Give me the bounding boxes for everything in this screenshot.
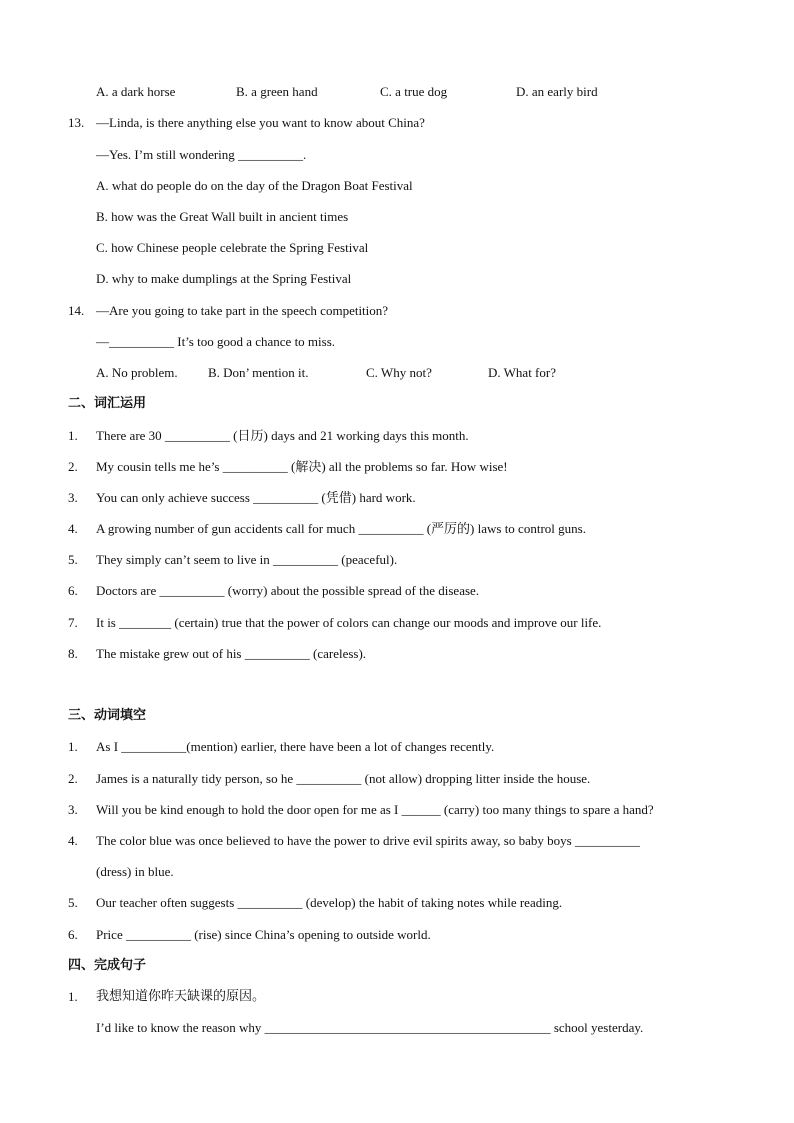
s3-item-text: Price __________ (rise) since China’s opening to outside world. [96, 927, 431, 942]
section3-title: 三、动词填空 [68, 708, 147, 723]
s3-item-number: 3. [68, 802, 78, 817]
q12-option-b: B. a green hand [236, 84, 318, 99]
s2-item-number: 4. [68, 521, 78, 536]
s2-item-text: A growing number of gun accidents call for much __________ (严厉的) laws to control guns. [96, 521, 586, 536]
q14-option-a: A. No problem. [96, 365, 178, 380]
s4-item-chinese: 我想知道你昨天缺课的原因。 [96, 989, 266, 1004]
s2-item-number: 6. [68, 583, 78, 598]
s4-item-english: I’d like to know the reason why ____________________________________________ school yesterday. [96, 1020, 644, 1035]
s3-item-text: As I __________(mention) earlier, there have been a lot of changes recently. [96, 739, 495, 754]
s3-item-number: 4. [68, 833, 78, 848]
s2-item-text: It is ________ (certain) true that the power of colors can change our moods and improve our life. [96, 615, 602, 630]
q12-option-c: C. a true dog [380, 84, 448, 99]
q12-option-a: A. a dark horse [96, 84, 176, 99]
s2-item-text: You can only achieve success __________ (凭借) hard work. [96, 490, 416, 505]
s2-item-text: They simply can’t seem to live in __________ (peaceful). [96, 552, 398, 567]
s3-item-text: Will you be kind enough to hold the door open for me as I ______ (carry) too many things to spare a hand? [96, 802, 654, 817]
s2-item-text: There are 30 __________ (日历) days and 21 working days this month. [96, 428, 469, 443]
s2-item-text: Doctors are __________ (worry) about the possible spread of the disease. [96, 583, 480, 598]
s2-item-text: The mistake grew out of his __________ (careless). [96, 646, 367, 661]
q13-question: —Linda, is there anything else you want to know about China? [96, 115, 425, 130]
s3-item-text: The color blue was once believed to have the power to drive evil spirits away, so baby boys __________ [96, 833, 640, 848]
s2-item-number: 8. [68, 646, 78, 661]
q14-option-c: C. Why not? [366, 365, 432, 380]
s3-item-continuation: (dress) in blue. [96, 864, 174, 879]
s2-item-number: 7. [68, 615, 78, 630]
s2-item-number: 3. [68, 490, 78, 505]
q14-option-b: B. Don’ mention it. [208, 365, 309, 380]
s3-item-text: James is a naturally tidy person, so he __________ (not allow) dropping litter inside the house. [96, 771, 591, 786]
section2-title: 二、词汇运用 [68, 396, 147, 411]
s2-item-number: 1. [68, 428, 78, 443]
q14-question: —Are you going to take part in the speech competition? [96, 303, 389, 318]
s2-item-number: 2. [68, 459, 78, 474]
s2-item-text: My cousin tells me he’s __________ (解决) all the problems so far. How wise! [96, 459, 508, 474]
q13-option-b: B. how was the Great Wall built in ancient times [96, 209, 349, 224]
q13-option-c: C. how Chinese people celebrate the Spring Festival [96, 240, 369, 255]
q14-option-d: D. What for? [488, 365, 556, 380]
q14-number: 14. [68, 303, 85, 318]
s4-item-number: 1. [68, 989, 78, 1004]
s3-item-number: 1. [68, 739, 78, 754]
q12-option-d: D. an early bird [516, 84, 598, 99]
section4-title: 四、完成句子 [68, 958, 147, 973]
q14-answer-line: —__________ It’s too good a chance to miss. [96, 334, 336, 349]
q13-option-a: A. what do people do on the day of the Dragon Boat Festival [96, 178, 413, 193]
q13-number: 13. [68, 115, 85, 130]
s3-item-number: 2. [68, 771, 78, 786]
s3-item-number: 6. [68, 927, 78, 942]
s3-item-number: 5. [68, 895, 78, 910]
s3-item-text: Our teacher often suggests __________ (develop) the habit of taking notes while reading. [96, 895, 563, 910]
s2-item-number: 5. [68, 552, 78, 567]
q13-answer-line: —Yes. I’m still wondering __________. [96, 147, 307, 162]
q13-option-d: D. why to make dumplings at the Spring Festival [96, 271, 352, 286]
